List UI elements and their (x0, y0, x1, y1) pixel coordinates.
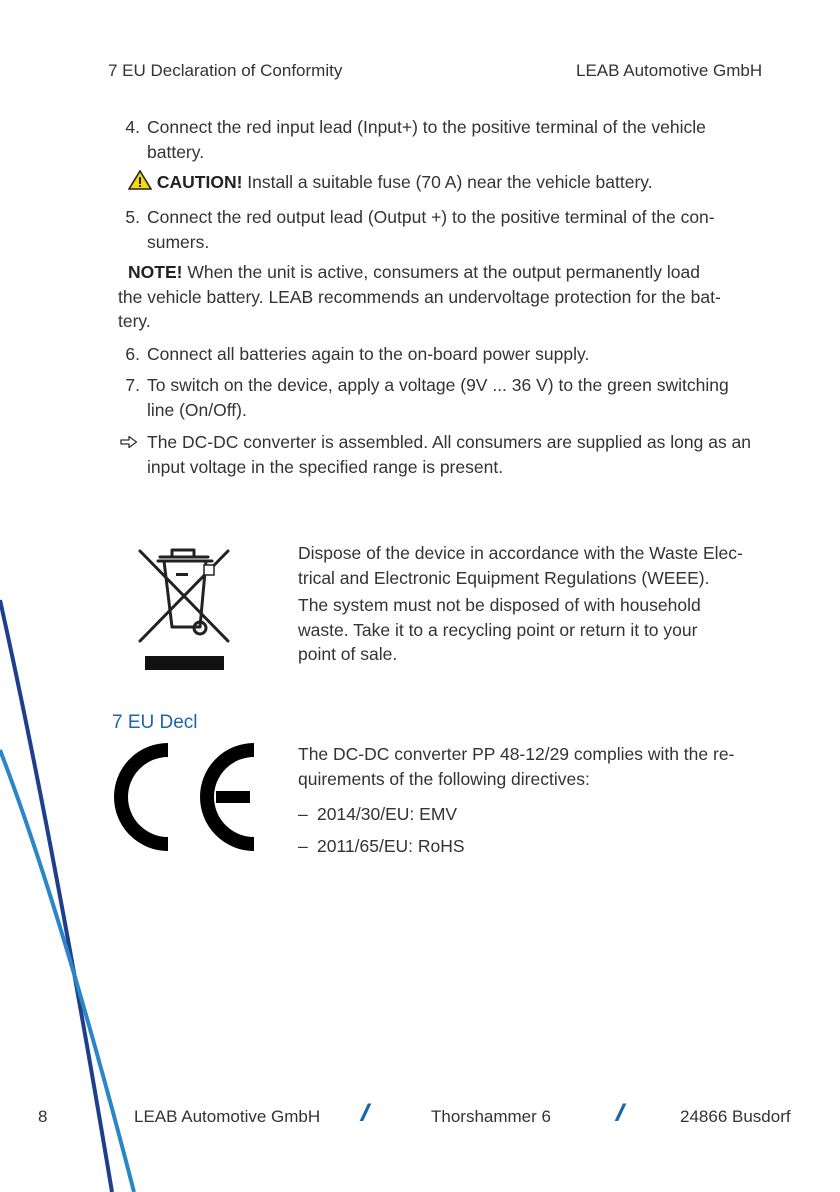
weee-p2-line-1: The system must not be disposed of with household (298, 595, 701, 615)
caution-text: Install a suitable fuse (70 A) near the vehicle battery. (247, 172, 653, 192)
weee-paragraph-2 (298, 593, 768, 667)
footer-street: Thorshammer 6 (431, 1107, 551, 1126)
eu-line-1: The DC-DC converter PP 48-12/29 complies with the re- (298, 744, 735, 764)
note-continuation (118, 285, 768, 334)
curve-dark (0, 600, 112, 1192)
note-block (128, 260, 768, 285)
weee-crossed-bin-icon (136, 545, 232, 671)
ce-mark-icon (112, 742, 260, 852)
directive-item (298, 802, 308, 827)
footer-separator-icon: // (616, 1100, 620, 1127)
directive-item (298, 834, 308, 859)
dash-bullet: – (298, 836, 308, 856)
eu-section-heading: 7 EU Decl (112, 712, 198, 733)
step-7-line-1: To switch on the device, apply a voltage (9V ... 36 V) to the green switching (147, 375, 729, 395)
header-company: LEAB Automotive GmbH (576, 61, 763, 80)
caution-note (128, 170, 653, 195)
weee-p1-line-1: Dispose of the device in accordance with the Waste Elec- (298, 543, 743, 563)
page-number: 8 (38, 1107, 48, 1126)
eu-line-2: quirements of the following directives: (298, 768, 590, 789)
footer-separator-icon: // (361, 1100, 365, 1127)
result-arrow-icon (120, 430, 138, 455)
footer-city: 24866 Busdorf (680, 1107, 791, 1126)
step-7-line-2: line (On/Off). (147, 399, 247, 420)
step-number: 6. (125, 344, 140, 364)
weee-paragraph-1 (298, 541, 768, 590)
step-4-line-2: battery. (147, 141, 205, 162)
step-5-line-1: Connect the red output lead (Output +) to the positive terminal of the con- (147, 207, 715, 227)
eu-compliance-text (298, 742, 768, 791)
directive-rohs: 2011/65/EU: RoHS (317, 836, 465, 856)
step-5-text (147, 205, 767, 254)
weee-p2-line-3: point of sale. (298, 644, 398, 664)
step-7-text (147, 373, 767, 422)
step-5-line-2: sumers. (147, 231, 210, 252)
header-section-title: 7 EU Declaration of Conformity (108, 61, 343, 80)
step-4-line-1: Connect the red input lead (Input+) to the positive terminal of the vehicle (147, 117, 706, 137)
step-number: 4. (125, 117, 140, 137)
note-label: NOTE! (128, 262, 183, 282)
result-line-2: input voltage in the specified range is present. (147, 456, 504, 477)
note-line-1: When the unit is active, consumers at the output permanently load (187, 262, 700, 282)
note-line-3: tery. (118, 311, 151, 331)
warning-icon (128, 170, 152, 190)
footer-company: LEAB Automotive GmbH (134, 1107, 321, 1126)
result-text (147, 430, 767, 479)
step-number: 7. (125, 375, 140, 395)
weee-p1-line-2: trical and Electronic Equipment Regulations (WEEE). (298, 567, 710, 588)
result-line-1: The DC-DC converter is assembled. All consumers are supplied as long as an (147, 432, 752, 452)
directive-emv: 2014/30/EU: EMV (317, 804, 458, 824)
caution-label: CAUTION! (156, 172, 243, 192)
step-number: 5. (125, 207, 140, 227)
note-line-2: the vehicle battery. LEAB recommends an undervoltage protection for the bat- (118, 286, 721, 307)
dash-bullet: – (298, 804, 308, 824)
step-6-text: Connect all batteries again to the on-board power supply. (147, 344, 590, 364)
step-4-text (147, 115, 767, 164)
weee-p2-line-2: waste. Take it to a recycling point or return it to your (298, 619, 698, 640)
